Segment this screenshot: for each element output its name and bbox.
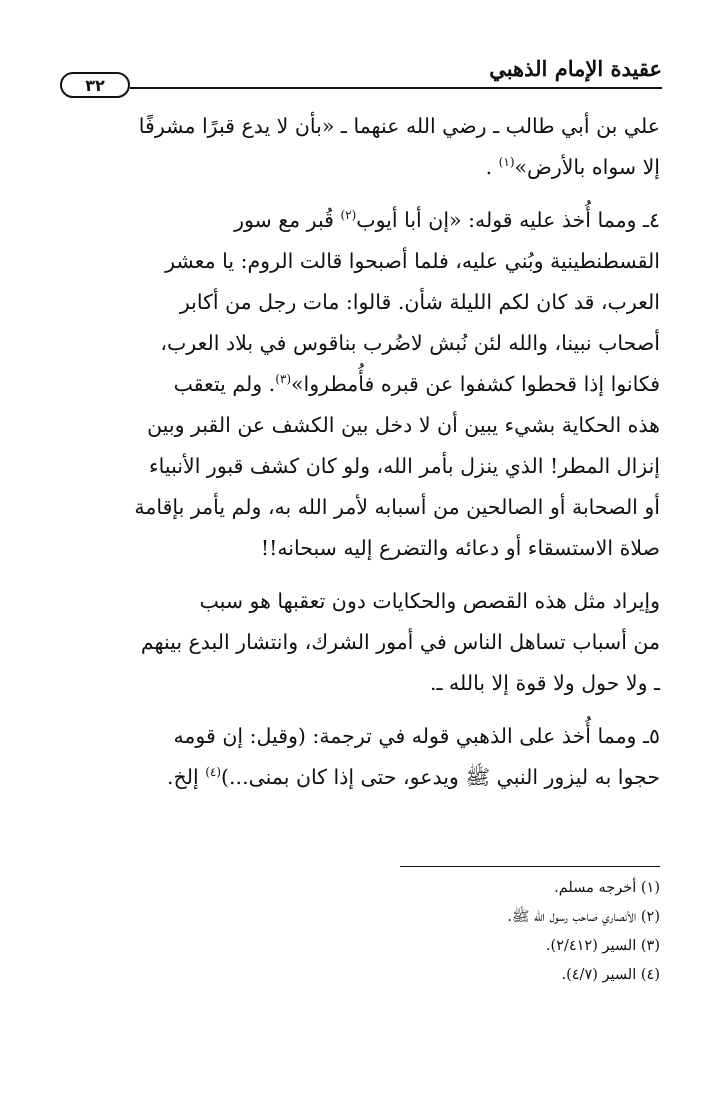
text-line: ٤ـ ومما أُخذ عليه قوله: «إن أبا أيوب$^{(٢)}$ قُبر مع سور (234, 208, 660, 232)
footnotes (300, 874, 660, 990)
text-line: أصحاب نبينا، والله لئن نُبش لاضُرب بناقوس في بلاد العرب، (160, 331, 660, 355)
footnote-ref-4: (٤) (205, 765, 222, 780)
footnote-ref-2: (٢) (340, 208, 357, 223)
footnote-1: (١) أخرجه مسلم. (554, 880, 660, 896)
page-header (58, 54, 662, 102)
text-line: صلاة الاستسقاء أو دعائه والتضرع إليه سبحانه!! (260, 536, 660, 560)
running-title: عقيدة الإمام الذهبي (489, 56, 662, 81)
paragraph-4 (62, 716, 660, 798)
text-line: من أسباب تساهل الناس في أمور الشرك، وانتشار البدع بينهم (140, 630, 660, 654)
text-line: إنزال المطر! الذي ينزل بأمر الله، ولو كان كشف قبور الأنبياء (149, 454, 660, 478)
footnote-3: (٣) السير (٢/٤١٢). (545, 938, 660, 954)
text-line: أو الصحابة أو الصالحين من أسبابه لأمر الله به، ولم يأمر بإقامة (134, 495, 660, 519)
text-line: هذه الحكاية بشيء يبين أن لا دخل بين الكشف عن القبر وبين (147, 413, 660, 437)
footnote-4: (٤) السير (٤/٧). (561, 967, 660, 983)
text-line: العرب، قد كان لكم الليلة شأن. قالوا: مات رجل من أكابر (179, 290, 660, 314)
main-text (62, 106, 660, 798)
footnote-2: (٢) الأنصاري صاحب رسول الله ﷺ. (507, 909, 660, 925)
text-line: فكانوا إذا قحطوا كشفوا عن قبره فأُمطروا»$^{(٣)}$. ولم يتعقب (173, 372, 660, 396)
text-line: ـ ولا حول ولا قوة إلا بالله ـ. (430, 671, 660, 695)
footnote-ref-3: (٣) (275, 372, 292, 387)
text-line: إلا سواه بالأرض»$^{(١)}$ . (485, 155, 660, 179)
footnote-divider (400, 866, 660, 867)
footnote-ref-1: (١) (498, 155, 515, 170)
text-line: حجوا به ليزور النبي ﷺ ويدعو، حتى إذا كان بمنى...)$^{(٤)}$ إلخ. (167, 765, 660, 789)
header-rule (130, 87, 662, 89)
paragraph-1 (62, 106, 660, 188)
text-line: ٥ـ ومما أُخذ على الذهبي قوله في ترجمة: (وقيل: إن قومه (173, 724, 660, 748)
text-line: علي بن أبي طالب ـ رضي الله عنهما ـ «بأن لا يدع قبرًا مشرفًا (138, 114, 660, 138)
page-number-badge: ٣٢ (60, 72, 130, 98)
text-line: القسطنطينية وبُني عليه، فلما أصبحوا قالت الروم: يا معشر (165, 249, 660, 273)
paragraph-2 (62, 200, 660, 569)
text-line: وإيراد مثل هذه القصص والحكايات دون تعقبها هو سبب (199, 589, 660, 613)
paragraph-3 (62, 581, 660, 704)
